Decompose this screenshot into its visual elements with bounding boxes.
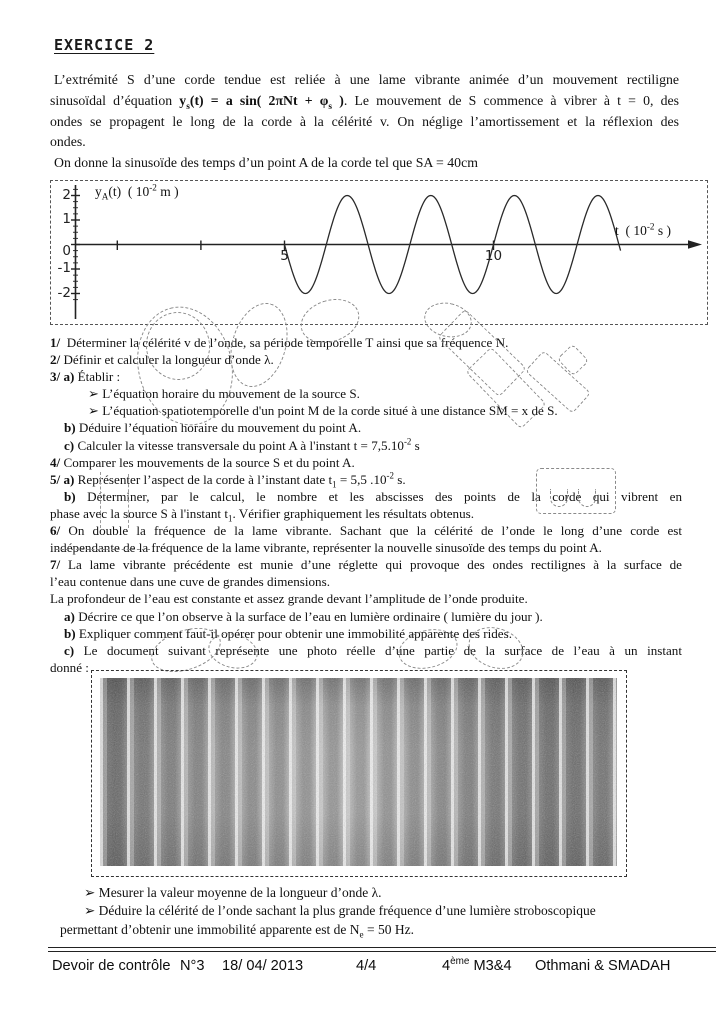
text-segment: ème — [450, 956, 470, 968]
text-segment: donné : — [50, 659, 89, 675]
y-tick-label: -1 — [57, 260, 71, 276]
text-segment: s — [186, 101, 190, 112]
x-tick-label: 10 — [484, 248, 503, 264]
wave-plot — [51, 181, 704, 321]
text-segment: 5/ a) — [50, 471, 75, 487]
photo-frame — [91, 670, 627, 877]
question-line — [50, 334, 682, 351]
intro-line — [50, 132, 679, 153]
text-segment: Établir : — [74, 369, 121, 385]
intro-line — [50, 70, 679, 91]
question-line — [50, 573, 682, 590]
question-line — [50, 590, 682, 607]
text-segment: permettant d’obtenir une immobilité apparente est de N — [60, 921, 360, 937]
x-axis-title — [615, 223, 671, 239]
footer-page-number — [356, 958, 376, 974]
text-segment: ➢ Déduire la célérité de l’onde sachant la plus grande fréquence d’une lumière stroboscopique — [84, 903, 596, 919]
text-segment: phase avec la source S à l'instant t — [50, 505, 228, 521]
text-segment: 4 — [442, 958, 451, 974]
text-segment: m ) — [156, 184, 179, 199]
footer-doc-number — [180, 958, 205, 974]
text-segment: (t) ( 10 — [108, 184, 150, 199]
footer-date — [222, 958, 303, 974]
text-segment: M3&4 — [469, 958, 512, 974]
text-segment: y — [95, 184, 102, 199]
text-segment: Représenter l’aspect de la corde à l’instant date t — [74, 471, 333, 487]
text-segment: ➢ L’équation spatiotemporelle d'un point M de la corde situé à une distance SM = x de S. — [88, 403, 558, 419]
text-segment: sinusoïdal d’équation — [50, 92, 180, 108]
intro-line — [50, 112, 679, 133]
question-line — [50, 454, 682, 471]
y-tick-label: 0 — [62, 242, 71, 259]
text-segment: c) — [64, 642, 75, 658]
photo-noise — [100, 678, 617, 866]
questions-list — [50, 334, 682, 676]
text-segment: a) — [64, 608, 75, 624]
text-segment: s — [328, 101, 333, 112]
text-segment: Othmani & SMADAH — [535, 958, 671, 974]
text-segment: l’eau contenue dans une cuve de grandes dimensions. — [50, 574, 330, 590]
text-segment: -2 — [403, 436, 412, 447]
text-segment: Le document suivant représente une photo réelle d’une partie de la surface de l’eau à un instant — [74, 642, 682, 658]
text-segment: . Vérifier graphiquement les résultats obtenus. — [232, 505, 475, 521]
text-segment: b) — [64, 488, 76, 504]
instruction-line — [50, 921, 682, 939]
text-segment: -2 — [149, 182, 157, 193]
question-line — [50, 556, 682, 573]
text-segment: = 50 Hz. — [363, 921, 414, 937]
footer-divider — [48, 947, 716, 952]
text-segment: La lame vibrante précédente est munie d’une réglette qui provoque des ondes rectilignes à la surface de — [60, 557, 682, 573]
text-segment: e — [359, 929, 364, 940]
text-segment: b) — [64, 420, 76, 436]
text-segment: 6/ — [50, 523, 61, 539]
text-segment: N°3 — [180, 958, 205, 974]
text-segment: 18/ 04/ 2013 — [222, 958, 304, 974]
y-tick-label: 1 — [62, 211, 71, 227]
text-segment: Comparer les mouvements de la source S et du point A. — [60, 454, 355, 470]
text-segment: πNt + — [275, 92, 320, 108]
question-line — [50, 437, 682, 454]
footer-class — [442, 958, 512, 974]
question-line — [50, 608, 682, 625]
question-line — [50, 419, 682, 436]
question-line — [50, 368, 682, 385]
y-tick-label: 2 — [62, 186, 71, 203]
text-segment: -2 — [386, 470, 394, 481]
text-segment: On double la fréquence de la lame vibrante. Sachant que la célérité de l’onde le long d’une corde est — [60, 523, 682, 539]
text-segment: s — [411, 437, 420, 453]
footer-teachers — [535, 958, 670, 974]
text-segment: Définir et calculer la longueur d’onde λ. — [60, 352, 274, 368]
intro-line — [50, 153, 679, 174]
text-segment: ➢ L’équation horaire du mouvement de la source S. — [88, 386, 360, 402]
intro-line — [50, 91, 679, 112]
text-segment: 4/4 — [356, 958, 377, 974]
text-segment: ➢ Mesurer la valeur moyenne de la longueur d’onde λ. — [84, 885, 382, 900]
text-segment: (t) = a sin( 2 — [189, 92, 276, 108]
footer-doc-type — [52, 958, 170, 974]
question-line — [50, 625, 682, 642]
text-segment: . Le mouvement de S commence à vibrer à t = 0, des — [343, 92, 679, 108]
photo-instructions — [50, 884, 682, 939]
text-segment: Déterminer la célérité v de l’onde, sa période temporelle T ainsi que sa fréquence N. — [60, 335, 509, 350]
text-segment: Devoir de contrôle — [52, 958, 171, 974]
text-segment: On donne la sinusoïde des temps d’un point A de la corde tel que SA = 40cm — [54, 155, 478, 171]
text-segment: 4/ — [50, 454, 61, 470]
text-segment: s. — [393, 471, 406, 487]
text-segment: indépendante de la fréquence de la lame vibrante, représenter la nouvelle sinusoïde des temps du point A. — [50, 540, 602, 556]
question-line — [50, 385, 682, 402]
x-tick-label: 5 — [280, 248, 289, 264]
question-line — [50, 402, 682, 419]
text-segment: t ( 10 — [615, 223, 647, 238]
text-segment: φ — [319, 92, 329, 108]
text-segment: y — [179, 92, 187, 108]
footer — [52, 958, 718, 978]
text-segment: ) — [332, 92, 344, 108]
question-line — [50, 522, 682, 539]
question-line — [50, 471, 682, 488]
instruction-line — [50, 884, 682, 902]
question-line — [50, 505, 682, 522]
text-segment: Déduire l’équation horaire du mouvement du point A. — [75, 420, 362, 436]
sinusoid-graph — [50, 180, 708, 325]
text-segment: c) — [64, 437, 75, 453]
text-segment: = 5,5 .10 — [336, 471, 387, 487]
text-segment: Déterminer, par le calcul, le nombre et les abscisses des points de la corde qui vibrent en — [75, 488, 682, 504]
text-segment: 1/ — [50, 335, 61, 350]
intro-paragraph — [50, 70, 679, 174]
text-segment: Expliquer comment faut-il opérer pour obtenir une immobilité apparente des rides. — [75, 625, 512, 641]
text-segment: La profondeur de l’eau est constante et assez grande devant l’amplitude de l’onde produite. — [50, 591, 528, 607]
text-segment: b) — [64, 625, 76, 641]
text-segment: ondes se propagent le long de la corde à la célérité v. On néglige l’amortissement et la réflexion des — [50, 113, 679, 129]
text-segment: ondes. — [50, 134, 86, 150]
text-segment: s ) — [654, 223, 672, 238]
text-segment: 1 — [332, 479, 337, 490]
text-segment: Calculer la vitesse transversale du point A à l'instant t = 7,5.10 — [74, 437, 404, 453]
text-segment: 1 — [227, 513, 233, 524]
text-segment: L’extrémité S d’une corde tendue est reliée à une lame vibrante animée d’un mouvement rectiligne — [54, 72, 679, 87]
text-segment: -2 — [646, 221, 655, 232]
text-segment: 3/ a) — [50, 369, 75, 385]
question-line — [50, 351, 682, 368]
question-line — [50, 642, 682, 659]
text-segment: A — [101, 191, 109, 202]
text-segment: Décrire ce que l’on observe à la surface de l’eau en lumière ordinaire ( lumière du jour ). — [74, 608, 543, 624]
y-axis-title — [95, 184, 179, 200]
text-segment: 2/ — [50, 352, 61, 368]
x-axis-arrow — [688, 240, 702, 248]
exercise-title: EXERCICE 2 — [54, 36, 155, 54]
question-line — [50, 539, 682, 556]
y-tick-label: -2 — [57, 284, 71, 301]
text-segment: 7/ — [50, 557, 61, 573]
water-surface-photo — [100, 678, 617, 866]
question-line — [50, 488, 682, 505]
instruction-line — [50, 902, 682, 920]
